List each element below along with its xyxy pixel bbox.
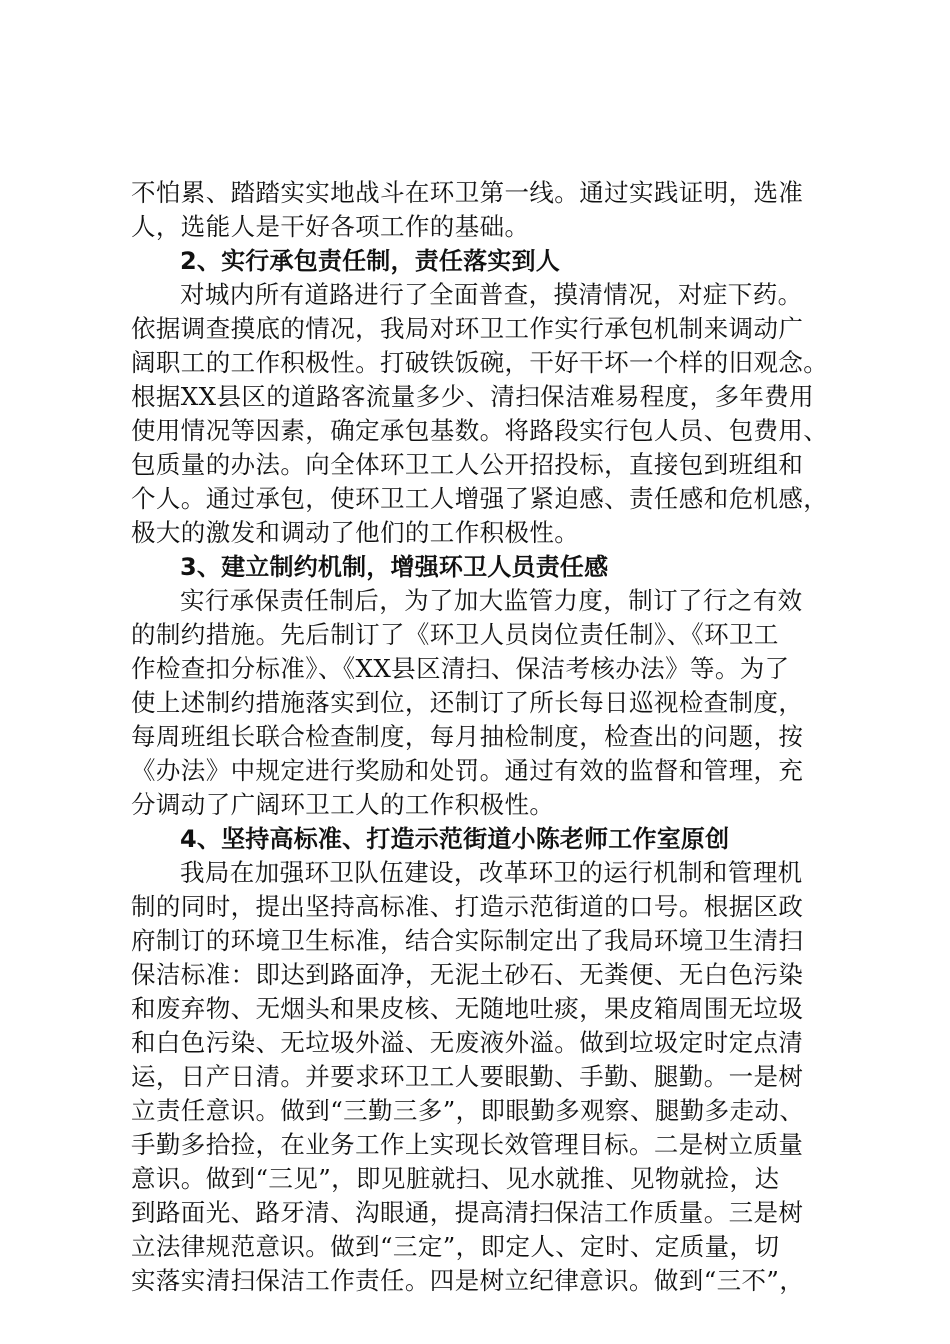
body-text-line: 和废弃物、无烟头和果皮核、无随地吐痰，果皮箱周围无垃圾 <box>131 994 804 1023</box>
body-text-line: 到路面光、路牙清、沟眼通，提高清扫保洁工作质量。三是树 <box>131 1198 804 1227</box>
body-text-line: 作检查扣分标准》、《XX县区清扫、保洁考核办法》等。为了 <box>131 654 790 683</box>
section-heading-3: 3、建立制约机制，增强环卫人员责任感 <box>180 553 609 581</box>
body-text-line: 阔职工的工作积极性。打破铁饭碗，干好干坏一个样的旧观念。 <box>131 348 829 377</box>
body-text-line: 人，选能人是干好各项工作的基础。 <box>131 212 530 241</box>
body-text-line: 的制约措施。先后制订了《环卫人员岗位责任制》、《环卫工 <box>131 620 779 649</box>
body-text-line: 包质量的办法。向全体环卫工人公开招投标，直接包到班组和 <box>131 450 804 479</box>
body-text-line: 立法律规范意识。做到“三定”，即定人、定时、定质量，切 <box>131 1232 780 1261</box>
section-heading-4: 4、坚持高标准、打造示范街道小陈老师工作室原创 <box>180 825 730 853</box>
body-text-line: 每周班组长联合检查制度，每月抽检制度，检查出的问题，按 <box>131 722 804 751</box>
body-text-line: 制的同时，提出坚持高标准、打造示范街道的口号。根据区政 <box>131 892 804 921</box>
body-text-line: 保洁标准：即达到路面净，无泥土砂石、无粪便、无白色污染 <box>131 960 804 989</box>
body-text-line: 实落实清扫保洁工作责任。四是树立纪律意识。做到“三不”， <box>131 1266 805 1295</box>
body-text-line: 个人。通过承包，使环卫工人增强了紧迫感、责任感和危机感， <box>131 484 829 513</box>
paragraph-first-line: 对城内所有道路进行了全面普查，摸清情况，对症下药。 <box>180 280 803 309</box>
body-text-line: 和白色污染、无垃圾外溢、无废液外溢。做到垃圾定时定点清 <box>131 1028 804 1057</box>
body-text-line: 意识。做到“三见”，即见脏就扫、见水就推、见物就捡，达 <box>131 1164 780 1193</box>
body-text-line: 分调动了广阔环卫工人的工作积极性。 <box>131 790 555 819</box>
body-text-line: 《办法》中规定进行奖励和处罚。通过有效的监督和管理，充 <box>131 756 804 785</box>
paragraph-first-line: 我局在加强环卫队伍建设，改革环卫的运行机制和管理机 <box>180 858 803 887</box>
body-text-line: 使用情况等因素，确定承包基数。将路段实行包人员、包费用、 <box>131 416 829 445</box>
body-text-line: 手勤多拾捡，在业务工作上实现长效管理目标。二是树立质量 <box>131 1130 804 1159</box>
body-text-line: 运，日产日清。并要求环卫工人要眼勤、手勤、腿勤。一是树 <box>131 1062 804 1091</box>
section-heading-2: 2、实行承包责任制，责任落实到人 <box>180 247 560 275</box>
body-text-line: 立责任意识。做到“三勤三多”，即眼勤多观察、腿勤多走动、 <box>131 1096 805 1125</box>
body-text-line: 不怕累、踏踏实实地战斗在环卫第一线。通过实践证明，选准 <box>131 178 804 207</box>
body-text-line: 极大的激发和调动了他们的工作积极性。 <box>131 518 580 547</box>
body-text-line: 使上述制约措施落实到位，还制订了所长每日巡视检查制度， <box>131 688 804 717</box>
body-text-line: 府制订的环境卫生标准，结合实际制定出了我局环境卫生清扫 <box>131 926 804 955</box>
body-text-line: 依据调查摸底的情况，我局对环卫工作实行承包机制来调动广 <box>131 314 804 343</box>
body-text-line: 根据XX县区的道路客流量多少、清扫保洁难易程度，多年费用 <box>131 382 815 411</box>
paragraph-first-line: 实行承保责任制后，为了加大监管力度，制订了行之有效 <box>180 586 803 615</box>
